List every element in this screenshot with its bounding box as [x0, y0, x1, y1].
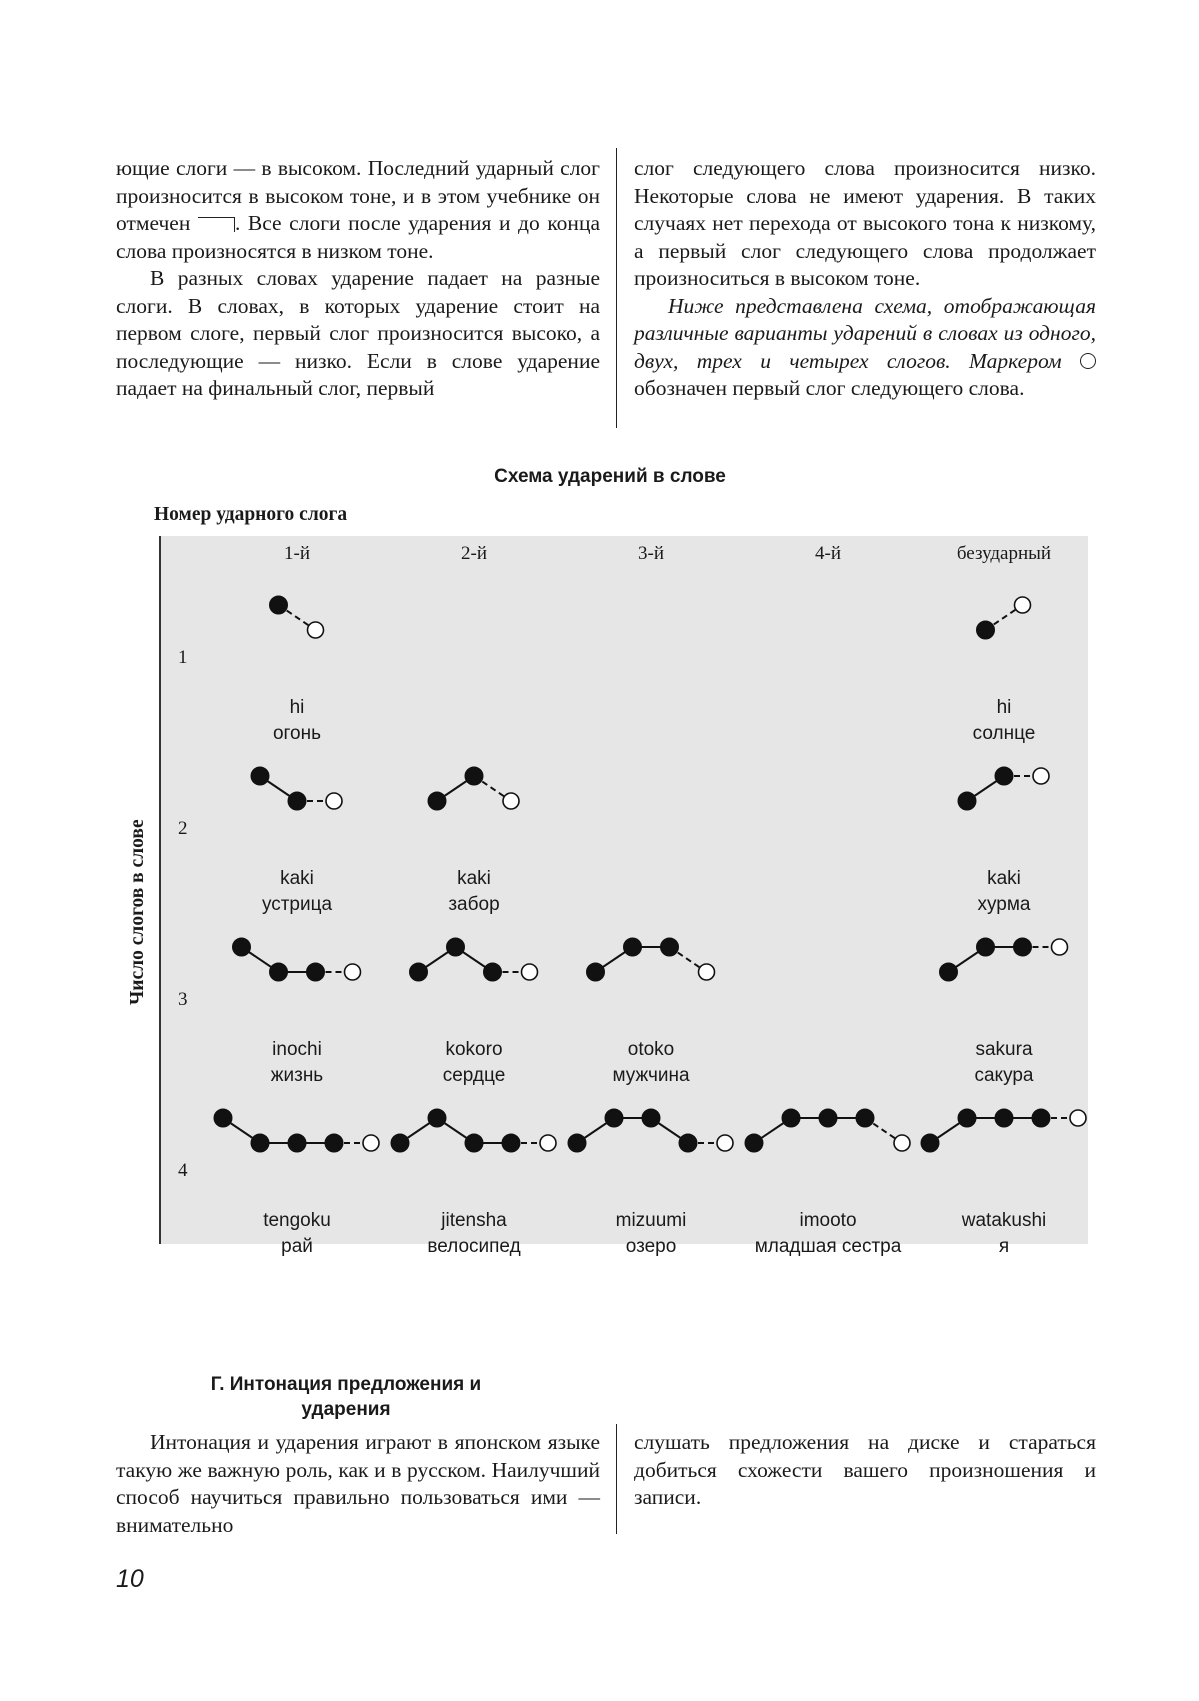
syllable-dot: [958, 1109, 976, 1127]
syllable-dot: [995, 767, 1013, 785]
romaji-word: tengoku: [263, 1210, 331, 1231]
syllable-dot: [661, 938, 679, 956]
word-cell: [389, 1208, 559, 1260]
word-cell: [566, 1208, 736, 1260]
syllable-dot: [977, 621, 995, 639]
syllable-dot: [270, 596, 288, 614]
syllable-dot: [447, 938, 465, 956]
paragraph-unstressed: слог следующего слова произносится низко. Некоторые слова не имеют ударения. В таких случаях нет перехода от высокого тона к низкому, а первый слог следующего слова продолжает произноситься в высоком тоне.: [634, 156, 1096, 290]
pitch-graph: [921, 1109, 1086, 1152]
romaji-word: inochi: [272, 1039, 322, 1060]
word-cell: [212, 1037, 382, 1089]
column-header-5: безударный: [956, 543, 1052, 564]
syllable-dot: [288, 1134, 306, 1152]
syllable-dot: [856, 1109, 874, 1127]
syllable-dot: [642, 1109, 660, 1127]
syllable-dot: [958, 792, 976, 810]
word-cell: [212, 1208, 382, 1260]
romaji-word: kaki: [457, 868, 491, 889]
syllable-dot: [270, 963, 288, 981]
paragraph-accent-mark: ющие слоги — в высоком. Последний ударный слог произносится в высоком тоне, и в этом учебнике он отмечен . Все слоги после ударения и до конца слова произносятся в низком тоне.: [116, 156, 600, 263]
column-header-2: 2-й: [461, 543, 487, 564]
pitch-graph: [745, 1109, 910, 1152]
chart-title: Схема ударений в слове: [494, 466, 726, 487]
romaji-word: jitensha: [441, 1210, 507, 1231]
row-label-1: 1: [178, 647, 188, 668]
syllable-dot: [410, 963, 428, 981]
word-cell: [212, 866, 382, 918]
next-syllable-marker: [503, 793, 519, 809]
syllable-dot: [605, 1109, 623, 1127]
section-title: Г. Интонация предложения и ударения: [210, 1374, 482, 1420]
word-cell: [919, 1208, 1089, 1260]
word-translation: озеро: [625, 1236, 677, 1257]
syllable-dot: [233, 938, 251, 956]
word-cell: [566, 1037, 736, 1089]
syllable-dot: [428, 792, 446, 810]
row-label-2: 2: [178, 818, 188, 839]
romaji-word: watakushi: [961, 1210, 1047, 1231]
word-cell: [743, 1208, 913, 1260]
next-syllable-marker: [894, 1135, 910, 1151]
pitch-graph: [958, 767, 1049, 810]
x-axis-title: Номер ударного слога: [154, 504, 348, 525]
next-syllable-marker: [1015, 597, 1031, 613]
word-cell: [919, 1037, 1089, 1089]
next-syllable-marker: [522, 964, 538, 980]
bottom-left-column: [116, 1429, 600, 1539]
row-label-3: 3: [178, 989, 188, 1010]
syllable-dot: [819, 1109, 837, 1127]
syllable-dot: [502, 1134, 520, 1152]
word-translation: велосипед: [427, 1236, 521, 1257]
word-translation: мужчина: [612, 1065, 690, 1086]
pitch-graph: [940, 938, 1068, 981]
word-translation: сердце: [442, 1065, 506, 1086]
syllable-dot: [995, 1109, 1013, 1127]
romaji-word: hi: [289, 697, 305, 718]
word-translation: младшая сестра: [754, 1236, 902, 1257]
top-right-column: [634, 155, 1096, 403]
word-translation: рай: [281, 1236, 313, 1257]
next-syllable-marker: [1070, 1110, 1086, 1126]
romaji-word: otoko: [627, 1039, 675, 1060]
syllable-dot: [484, 963, 502, 981]
romaji-word: imooto: [799, 1210, 857, 1231]
pitch-graph: [410, 938, 538, 981]
word-translation: сакура: [974, 1065, 1034, 1086]
syllable-dot: [1014, 938, 1032, 956]
word-translation: забор: [448, 894, 500, 915]
syllable-dot: [251, 1134, 269, 1152]
next-syllable-marker: [1033, 768, 1049, 784]
word-translation: жизнь: [270, 1065, 324, 1086]
syllable-dot: [587, 963, 605, 981]
syllable-dot: [391, 1134, 409, 1152]
word-translation: устрица: [261, 894, 333, 915]
bottom-right-column: [634, 1429, 1096, 1512]
pitch-graph: [428, 767, 519, 810]
word-cell: [389, 866, 559, 918]
syllable-dot: [782, 1109, 800, 1127]
next-syllable-marker: [699, 964, 715, 980]
row-label-4: 4: [178, 1160, 188, 1181]
column-header-1: 1-й: [284, 543, 310, 564]
word-cell: [389, 1037, 559, 1089]
syllable-dot: [624, 938, 642, 956]
word-cell: [919, 866, 1089, 918]
next-syllable-marker: [326, 793, 342, 809]
y-axis-title: Число слогов в слове: [127, 819, 148, 1005]
column-header-4: 4-й: [815, 543, 841, 564]
syllable-dot: [465, 1134, 483, 1152]
syllable-dot: [745, 1134, 763, 1152]
pitch-graph: [270, 596, 324, 638]
next-syllable-marker: [717, 1135, 733, 1151]
accent-mark-icon: [198, 217, 235, 232]
pitch-graph: [214, 1109, 379, 1152]
word-cell: [212, 695, 382, 747]
paragraph-stress-position: В разных словах ударение падает на разные слоги. В словах, в которых ударение стоит на первом слоге, первый слог произносится высоко, а последующие — низко. Если в слове ударение падает на финальный слог, первый: [116, 266, 600, 400]
pitch-graph: [977, 597, 1031, 639]
paragraph-scheme-intro: Ниже представлена схема, отображающая различные варианты ударений в словах из одного, двух, трех и четырех слогов. Маркером обозначен первый слог следующего слова.: [634, 293, 1096, 400]
word-translation: огонь: [272, 723, 322, 744]
pitch-graph: [391, 1109, 556, 1152]
romaji-word: mizuumi: [615, 1210, 687, 1231]
romaji-word: kaki: [987, 868, 1021, 889]
page-number: 10: [116, 1565, 144, 1593]
syllable-dot: [214, 1109, 232, 1127]
romaji-word: kaki: [280, 868, 314, 889]
word-translation: я: [998, 1236, 1010, 1257]
syllable-dot: [1032, 1109, 1050, 1127]
pitch-graph: [587, 938, 715, 981]
word-cell: [919, 695, 1089, 747]
syllable-dot: [940, 963, 958, 981]
romaji-word: hi: [996, 697, 1012, 718]
romaji-word: sakura: [975, 1039, 1033, 1060]
syllable-dot: [921, 1134, 939, 1152]
column-divider-bottom: [616, 1424, 617, 1534]
top-left-column: [116, 155, 600, 403]
romaji-word: kokoro: [445, 1039, 503, 1060]
pitch-graph: [233, 938, 361, 981]
next-syllable-marker: [308, 622, 324, 638]
paragraph-intonation: Интонация и ударения играют в японском языке такую же важную роль, как и в русском. Наилучший способ научиться правильно пользоваться ими — внимательно: [116, 1430, 600, 1537]
syllable-dot: [679, 1134, 697, 1152]
syllable-dot: [325, 1134, 343, 1152]
pitch-graph: [251, 767, 342, 810]
syllable-dot: [307, 963, 325, 981]
column-header-3: 3-й: [638, 543, 664, 564]
syllable-dot: [251, 767, 269, 785]
pitch-graph: [568, 1109, 733, 1152]
syllable-dot: [465, 767, 483, 785]
column-divider-top: [616, 148, 617, 428]
syllable-dot: [288, 792, 306, 810]
next-syllable-marker: [1052, 939, 1068, 955]
circle-marker-icon: [1080, 353, 1096, 369]
next-syllable-marker: [363, 1135, 379, 1151]
word-translation: хурма: [977, 894, 1031, 915]
word-translation: солнце: [972, 723, 1036, 744]
syllable-dot: [977, 938, 995, 956]
next-syllable-marker: [540, 1135, 556, 1151]
paragraph-practice: слушать предложения на диске и стараться добиться схожести вашего произношения и записи.: [634, 1430, 1096, 1509]
syllable-dot: [568, 1134, 586, 1152]
next-syllable-marker: [345, 964, 361, 980]
syllable-dot: [428, 1109, 446, 1127]
